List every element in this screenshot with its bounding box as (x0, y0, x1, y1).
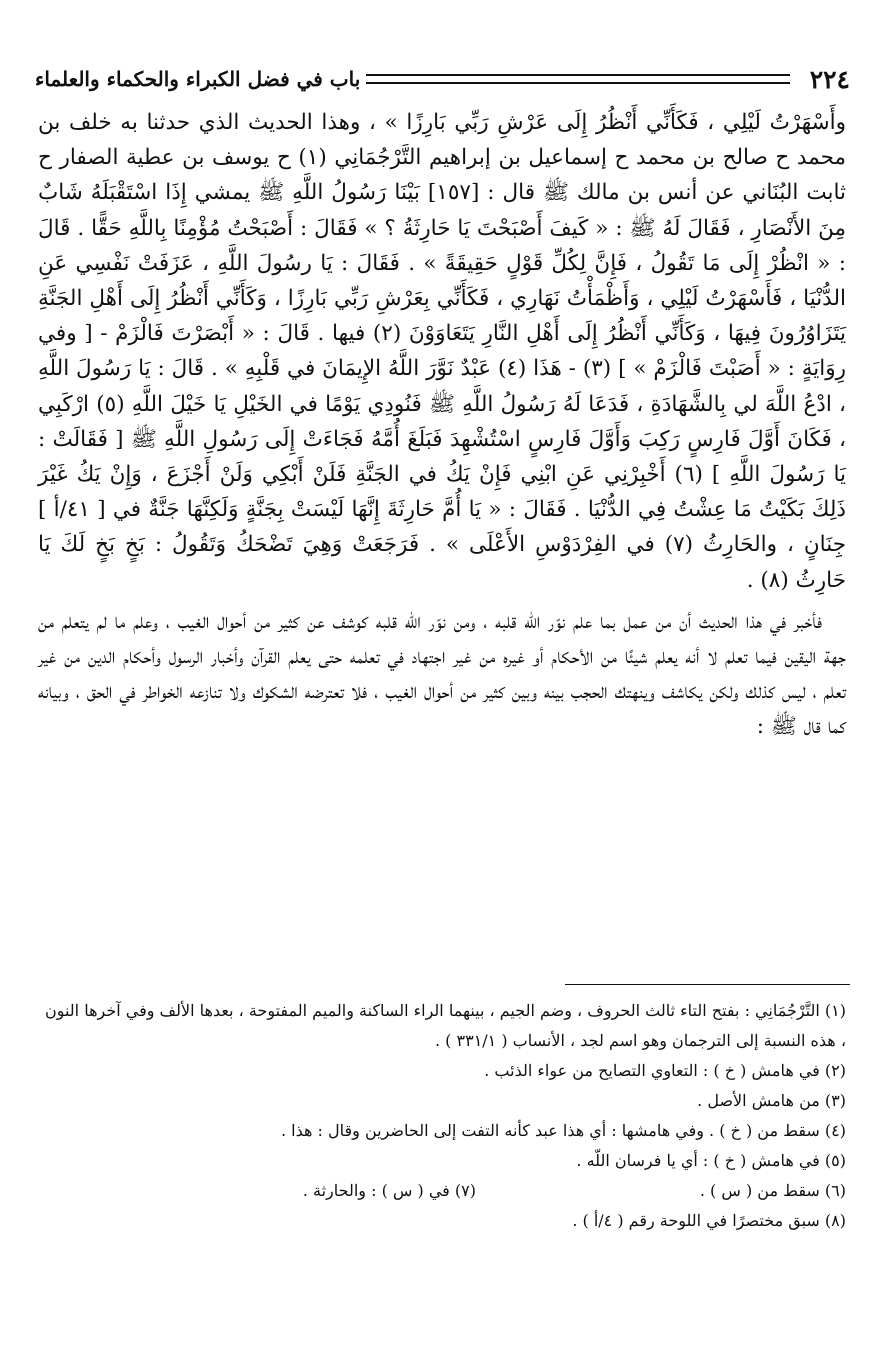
footnote-5: (٥) في هامش ( خ ) : أي يا فرسان اللّه . (576, 1151, 846, 1170)
footnote-separator (565, 984, 850, 985)
chapter-title: باب في فضل الكبراء والحكماء والعلماء (35, 67, 361, 91)
commentary-paragraph: فأخبر في هذا الحديث أن من عمل بما علم نوّر اللّه قلبه ، ومن نوّر اللّه قلبه كوشف عن كثير من أحوال الغيب ، وعلم ما لم يتعلم من جهة اليقين فيما تعلم لا أنه يعلم شيئًا من الأحكام أو غيره من غير اجتهاد في تعلمه حتى يعلم القرآن وأخبار الرسول وأحكام الدين من غير تعلم ، ليس كذلك ولكن يكاشف وينهتك الحجب بينه وبين كثير من أحوال الغيب ، فلا تعترضه الشكوك ولا تنازعه الخواطر في الحق ، وبيانه كما قال ﷺ : (38, 608, 846, 740)
header-double-rule (366, 74, 789, 84)
footnote-row (38, 1176, 846, 1206)
footnote-6: (٦) سقط من ( س ) . (699, 1181, 846, 1200)
page-number: ٢٢٤ (809, 64, 850, 94)
footnote-8: (٨) سبق مختصرًا في اللوحة رقم ( ٤/أ ) . (572, 1211, 846, 1230)
footnote-1: (١) التَّرْجُمَانِي : بفتح التاء ثالث الحروف ، وضم الجيم ، بينهما الراء الساكنة والميم المفتوحة ، بعدها الألف وفي آخرها النون ، هذه النسبة إلى الترجمان وهو اسم لجد ، الأنساب ( ٣٣١/١ ) . (44, 1001, 846, 1050)
footnote-7: (٧) في ( س ) : والحارثة . (302, 1181, 476, 1200)
footnote-2: (٢) في هامش ( خ ) : التعاوي التصايح من عواء الذئب . (484, 1061, 846, 1080)
footnote-4: (٤) سقط من ( خ ) . وفي هامشها : أي هذا عبد كأنه التفت إلى الحاضرين وقال : هذا . (280, 1121, 846, 1140)
footnotes (38, 996, 846, 1236)
footnote-3: (٣) من هامش الأصل . (697, 1091, 846, 1110)
main-text (38, 105, 846, 745)
hadith-paragraph: وأَسْهَرْتُ لَيْلِي ، فَكَأَنِّي أَنْظُرُ إِلَى عَرْشِ رَبِّي بَارِزًا » ، وهذا الحديث الذي حدثنا به خلف بن محمد ح صالح بن محمد ح إسماعيل بن إبراهيم التَّرْجُمَانِي (١) ح يوسف بن عطية الصفار ح ثابت البُنَاني عن أنس بن مالك ﷺ قال : [١٥٧] بَيْنَا رَسُولُ اللَّهِ ﷺ يمشي إِذَا اسْتَقْبَلَهُ شَابٌ مِنَ الأَنْصَارِ ، فَقَالَ لَهُ ﷺ : « كَيفَ أَصْبَحْتَ يَا حَارِثَةُ ؟ » فَقَالَ : أَصْبَحْتُ مُؤْمِنًا بِاللَّهِ حَقًّا . قَالَ : « انْظُرْ إِلَى مَا تَقُولُ ، فَإِنَّ لِكُلِّ قَوْلٍ حَقِيقَةً » . فَقَالَ : يَا رسُولَ اللَّهِ ، عَزَفَتْ نَفْسِي عَنِ الدُّنْيَا ، فَأَسْهَرْتُ لَيْلِي ، وَأَظْمَأْتُ نَهَارِي ، فَكَأَنِّي بِعَرْشِ رَبِّي بَارِزًا ، وَكَأَنِّي أَنْظُرُ إِلَى أَهْلِ الجَنَّةِ يَتَزَاوُرُونَ فِيهَا ، وَكَأَنِّي أَنْظُرُ إِلَى أَهْلِ النَّارِ يَتَعَاوَوْنَ (٢) فيها . قَالَ : « أَبْصَرْتَ فَالْزَمْ - [ وفي رِوَايَةٍ : « أَصَبْتَ فَالْزَمْ » ] (٣) - هَذَا (٤) عَبْدٌ نَوَّرَ اللَّهُ الإِيمَانَ في قَلْبِهِ » . قَالَ : يَا رَسُولَ اللَّهِ ، ادْعُ اللَّهَ لي بِالشَّهَادَةِ ، فَدَعَا لَهُ رَسُولُ اللَّهِ ﷺ فَنُودِي يَوْمًا في الخَيْلِ يَا خَيْلَ اللَّهِ (٥) ارْكَبِي ، فَكَانَ أَوَّلَ فَارِسٍ رَكِبَ وَأَوَّلَ فَارِسٍ اسْتُشْهِدَ فَبَلَغَ أُمَّهُ فَجَاءَتْ إِلَى رَسُولِ اللَّهِ ﷺ [ فَقَالَتْ : يَا رَسُولَ اللَّهِ ] (٦) أَخْبِرْنِي عَنِ ابْنِي فَإِنْ يَكُ في الجَنَّةِ فَلَنْ أَبْكِي وَلَنْ أَجْزَعَ ، وَإِنْ يَكُ غَيْرَ ذَلِكَ بَكَيْتُ مَا عِشْتُ فِي الدُّنْيَا . فَقَالَ : « يَا أُمَّ حَارِثَةَ إِنَّهَا لَيْسَتْ بِجَنَّةٍ وَلَكِنَّهَا جَنَّةٌ في [ ٤١/أ ] جِنَانٍ ، والحَارِثُ (٧) في الفِرْدَوْسِ الأَعْلَى » . فَرَجَعَتْ وَهِيَ تَضْحَكُ وَتَقُولُ : بَخٍ بَخٍ لَكَ يَا حَارِثُ (٨) . (38, 110, 847, 593)
running-header (35, 62, 850, 96)
